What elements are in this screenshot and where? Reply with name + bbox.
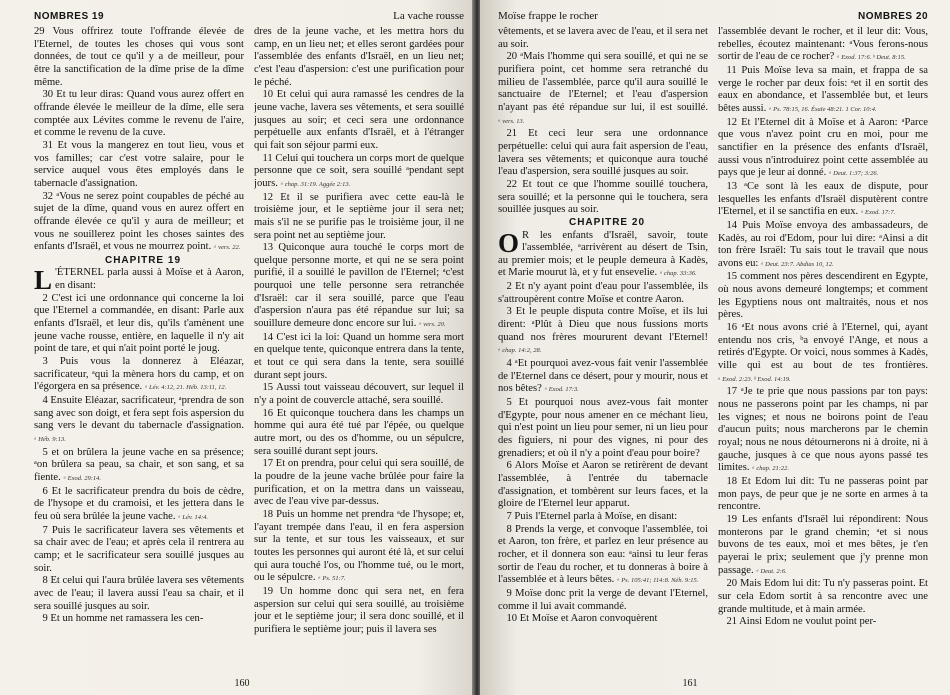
verse [718,578,928,616]
verse-text: 7 Puis l'Eternel parla à Moïse, en disant: [506,510,678,522]
verse-text: 18 Et Edom lui dit: Tu ne passeras point par mon pays, de peur que je ne sorte en armes à ta rencontre. [718,475,928,513]
verse-text: 12 Et il se purifiera avec cette eau-là le troisième jour, et le septième jour il sera net; mais s'il ne se purifie pas le troisième jour, il ne sera point net au septième jour. [254,191,464,241]
verse-text: 8 Et celui qui l'aura brûlée lavera ses vêtements avec de l'eau; il lavera aussi l'eau sa chair, et il sera souillé jusques au soir. [34,575,244,612]
verse-text: 11 Puis Moïse leva sa main, et frappa de sa verge le rocher par deux fois: ᵃet il en sortit des eaux en abondance, et l'assemblée but, et leurs bêtes aussi. [718,64,928,114]
verse [254,242,464,332]
chapter-heading: CHAPITRE 19 [104,254,181,266]
verse-text: 3 Puis vous la donnerez à Eléazar, sacrificateur, ᵃqui la mènera hors du camp, et on l'égorgera en sa présence. [34,356,244,393]
cross-reference: ᵃ Exod. 17:6. ᵇ Deut. 8:15. [836,54,906,62]
verse-text: 19 Les enfants d'Israël lui répondirent: Nous monterons par le grand chemin; ᵃet si nous buvons de tes eaux, moi et mes bêtes, je t'en payerai le prix; seulement que j'y prenne mon passage. [718,513,928,576]
cross-reference: ᵃ Ps. 51:7. [318,575,346,583]
cross-reference: ᵃ vers. 13. [498,117,525,125]
verse-text: 12 Et l'Eternel dit à Moïse et à Aaron: ᵃParce que vous n'avez point cru en moi, pour me sanctifier en la présence des enfants d'Israël, aussi vous n'introduirez point cette assemblée au pays que je leur ai donné. [718,116,928,179]
verse [498,51,708,128]
verse-text: 17 Et on prendra, pour celui qui sera souillé, de la poudre de la jeune vache brûlée pour faire la purification, et on la mettra dans un vaisseau, avec de l'eau vive par-dessus. [254,458,464,508]
verse [718,322,928,386]
cross-reference: ᵃ Exod. 17:3. [544,386,579,394]
cross-reference: ᵃ Exod. 29:14. [63,474,102,482]
verse [498,588,708,613]
cross-reference: ᵃ vers. 22. [213,244,241,252]
verse-text: 10 Et celui qui aura ramassé les cendres de la jeune vache, lavera ses vêtements, et sera souillé jusques au soir; et ceci sera une ordonnance perpétuelle aux enfants d'Israël, et à l'étranger qui fait son séjour parmi eux. [254,89,464,151]
verse [718,181,928,220]
verse-text: 7 Puis le sacrificateur lavera ses vêtements et sa chair avec de l'eau; et après cela il rentrera au camp; et le sacrificateur sera souillé jusques au soir. [34,524,244,574]
verse [34,26,244,89]
verse-text: 6 Alors Moïse et Aaron se retirèrent de devant l'assemblée, à l'entrée du tabernacle d'assignation, et tombèrent sur leurs faces, et la gloire de l'Eternel leur apparut. [498,460,708,510]
verse-text: 15 Aussi tout vaisseau découvert, sur lequel il n'y a point de couvercle attaché, sera souillé. [254,382,464,407]
right-page [480,0,950,695]
verse-text: 9 Et un homme net ramassera les cen- [42,613,204,625]
book-chapter-header: NOMBRES 19 [34,11,105,22]
verse [498,128,708,179]
verse-text: 'ÉTERNEL parla aussi à Moïse et à Aaron, en disant: [55,267,244,292]
drop-cap: O [498,227,520,258]
verse-text: 15 comment nos pères descendirent en Egypte, où nous avons demeuré longtemps; et comment les Egyptiens nous ont maltraités, nous et nos pères. [718,271,928,321]
verse [34,140,244,191]
verse-text: 11 Celui qui touchera un corps mort de quelque personne que ce soit, sera souillé ᵃpendant sept jours. [254,152,464,189]
verse-text: 21 Ainsi Edom ne voulut point per- [726,616,877,628]
cross-reference: ᵃ Ps. 78:15, 16. Ésaïe 48:21. 1 Cor. 10:4. [768,105,877,113]
verse-text: 16 ᵃEt nous avons crié à l'Eternel, qui, ayant entendu nos cris, ᵇa envoyé l'Ange, et nous a retirés d'Egypte. Or voici, nous sommes à Kadès, ville qui est au bout de tes frontières. [718,322,928,372]
verse [34,293,244,356]
cross-reference: ᵃ chap. 14:2, 28. [498,347,542,355]
cross-reference: ᵃ Exod. 17:7. [860,209,896,217]
cross-reference: ᵃ chap. 21:22. [752,465,790,473]
verse-text: dres de la jeune vache, et les mettra hors du camp, en un lieu net; et elles seront gardées pour l'assemblée des enfants d'Israël, en un lieu net; c'est l'eau d'aspersion: c'est une purification pour le péché. [254,26,464,88]
verse [718,514,928,578]
cross-reference: ᵃ Lév. 4:12, 21. Héb. 13:11, 12. [144,384,227,392]
running-head [498,6,928,26]
verse [34,89,244,140]
verse [718,220,928,272]
verse-text: 32 ᵃVous ne serez point coupables de péché au sujet de la dîme, quand vous en aurez offert en offrande élevée ce qu'il y aura de meilleur; et vous ne souillerez point les choses saintes des enfants d'Israël, et vous ne mourrez point. [34,190,244,253]
text-column-left [34,26,244,666]
verse-text: 5 Et pourquoi nous avez-vous fait monter d'Egypte, pour nous amener en ce méchant lieu, qui n'est point un lieu pour semer, ni un lieu pour des figuiers, ni pour des vignes, ni pour des grenadiers; et où il n'y a point d'eau pour boire? [498,397,708,459]
verse [254,408,464,459]
verse [498,358,708,397]
verse-text: 31 Et vous la mangerez en tout lieu, vous et vos familles; car c'est votre salaire, pour le service auquel vous êtes employés dans le tabernacle d'assignation. [34,139,244,189]
verse [254,89,464,152]
verse-text: 19 Un homme donc qui sera net, en fera aspersion sur celui qui sera souillé, au troisième jour et le septième jour; il sera donc souillé, et il purifiera le septième jour; puis il lavera ses [254,585,464,635]
topic-header: Moïse frappe le rocher [498,10,598,22]
verse [34,395,244,447]
verse [718,117,928,181]
verse-text: 14 C'est ici la loi: Quand un homme sera mort en quelque tente, quiconque entrera dans la tente, et tout ce qui sera dans la tente, sera souillé durant sept jours. [254,331,464,381]
running-head [34,6,464,26]
verse [254,382,464,407]
cross-reference: ᵃ Ps. 105:41; 114:8. Néh. 9:15. [617,577,699,585]
left-page [0,0,474,695]
text-column-right [718,26,928,666]
verse [498,524,708,588]
verse-text: 2 C'est ici une ordonnance qui concerne la loi que l'Eternel a commandée, en disant: Parle aux enfants d'Israël, et leur dis, qu'ils t'amènent une jeune vache rousse, entière, en laquelle il n'y ait point de tare, et qui n'ait point porté le joug. [34,292,244,355]
verse [34,613,244,626]
verse-text: R les enfants d'Israël, savoir, toute l'assemblée, ᵃarrivèrent au désert de Tsin, au premier mois; et le peuple demeura à Kadès, et Marie mourut là, et y fut ensevelie. [498,229,708,279]
text-column-left [498,26,708,666]
verse [254,458,464,509]
cross-reference: ᵃ Héb. 9:13. [34,436,66,443]
verse [254,332,464,383]
verse [498,281,708,306]
verse [718,476,928,514]
drop-cap: L [34,265,53,296]
verse [254,509,464,586]
verse-text: 22 Et tout ce que l'homme souillé touchera, sera souillé; et la personne qui le touchera, sera souillée jusques au soir. [498,178,708,216]
verse [718,386,928,476]
verse-text: 4 ᵃEt pourquoi avez-vous fait venir l'assemblée de l'Eternel dans ce désert, pour y mourir, nous et nos bêtes? [498,358,708,395]
verse [34,265,244,296]
page-number: 161 [682,678,698,689]
verse-text: 20 ᵃMais l'homme qui sera souillé, et qui ne se purifiera point, cet homme sera retranché du milieu de l'assemblée, parce qu'il aura souillé le sanctuaire de l'Eternel; et l'eau d'aspersion n'ayant pas été répandue sur lui, il est souillé. [498,51,708,113]
verse-text: 3 Et le peuple disputa contre Moïse, et ils lui dirent: ᵃPlût à Dieu que nous fussions morts quand nos frères moururent devant l'Eternel! [498,306,708,343]
chapter-heading: CHAPITRE 20 [568,216,645,228]
text-columns [34,26,464,666]
verse-text: 10 Et Moïse et Aaron convoquèrent [506,613,658,625]
text-column-right [254,26,464,666]
verse [34,575,244,613]
verse [34,525,244,576]
cross-reference: ᵃ Deut. 1:37; 3:26. [828,170,879,178]
verse [498,397,708,460]
verse [718,271,928,322]
cross-reference: ᵃ chap. 33:36. [659,270,697,278]
verse-text: 6 Et le sacrificateur prendra du bois de cèdre, de l'hysope et du cramoisi, et les jettera dans le feu où sera brûlée la jeune vache. [34,485,244,522]
verse [498,227,708,282]
verse-text: 21 Et ceci leur sera une ordonnance perpétuelle: celui qui aura fait aspersion de l'eau, lavera ses vêtements; et quiconque aura touché l'eau d'aspersion, sera souillé jusques au soir. [498,128,708,178]
verse-text: 9 Moïse donc prit la verge de devant l'Eternel, comme il lui avait commandé. [498,587,708,612]
verse [498,511,708,524]
page-number: 160 [234,678,250,689]
verse-text: vêtements, et se lavera avec de l'eau, et il sera net au soir. [498,26,708,50]
verse-text: 17 ᵃJe te prie que nous passions par ton pays: nous ne passerons point par les champs, ni par les vignes; et nous ne boirons point de l'eau d'aucun puits; nous marcherons par le chemin royal; nous ne nous détournerons ni à droite, ni à gauche, jusques à ce que nous ayons passé tes limites. [718,386,928,474]
verse [718,616,928,629]
topic-header: La vache rousse [393,10,464,22]
verse-text: 30 Et tu leur diras: Quand vous aurez offert en offrande élevée le meilleur de la dîme, elle sera comptée aux Lévites comme le revenu de l'aire, et comme le revenu de la cuve. [34,89,244,139]
verse [498,179,708,217]
verse [254,26,464,89]
verse [34,486,244,525]
book-chapter-header: NOMBRES 20 [857,11,928,22]
verse [718,26,928,65]
cross-reference: ᵃ chap. 31:19. Aggée 2:13. [280,180,351,188]
verse [254,192,464,243]
verse-text: 18 Puis un homme net prendra ᵃde l'hysope; et, l'ayant trempée dans l'eau, il en fera aspersion sur la tente, et sur tous les vaisseaux, et sur toutes les personnes qui auront été là, et sur celui qui aura touché l'os, ou l'homme tué, ou le mort, ou le sépulcre. [254,508,464,584]
cross-reference: ᵃ Deut. 23:7. Abdias 10, 12. [760,260,834,268]
verse [498,460,708,511]
verse [498,26,708,51]
verse-text: l'assemblée devant le rocher, et il leur dit: Vous, rebelles, écoutez maintenant: ᵃVous ferons-nous sortir de l'eau de ce rocher? [718,26,928,63]
verse-text: 5 et on brûlera la jeune vache en sa présence; ᵃon brûlera sa peau, sa chair, et son sang, et sa fiente. [34,446,244,483]
verse-text: 14 Puis Moïse envoya des ambassadeurs, de Kadès, au roi d'Edom, pour lui dire: ᵃAinsi a dit ton frère Israël: Tu sais tout le travail que nous avons eu: [718,219,928,269]
verse-text: 16 Et quiconque touchera dans les champs un homme qui aura été tué par l'épée, ou quelque autre mort, ou des os d'homme, ou un sépulcre, sera souillé durant sept jours. [254,407,464,457]
verse [34,447,244,486]
cross-reference: ᵃ Exod. 2:23. ᵇ Exod. 14:19. [718,375,791,383]
verse-text: 8 Prends la verge, et convoque l'assemblée, toi et Aaron, ton frère, et parlez en leur présence au rocher, et il donnera son eau: ᵃainsi tu leur feras sortir de l'eau du rocher, et tu donneras à boire à l'assemblée et à leurs bêtes. [498,523,708,586]
verse-text: 4 Ensuite Eléazar, sacrificateur, ᵃprendra de son sang avec son doigt, et fera sept fois aspersion du sang vers le devant du tabernacle d'assignation. [34,395,244,432]
verse-text: 13 ᵃCe sont là les eaux de dispute, pour lesquelles les enfants d'Israël disputèrent contre l'Eternel, et il se sanctifia en eux. [718,180,928,218]
verse [254,586,464,637]
verse [34,191,244,255]
verse-text: 29 Vous offrirez toute l'offrande élevée de l'Eternel, de toutes les choses qui vous sont données, de tout ce qu'il y a de meilleur, pour être la sanctification de la dîme prise de la dîme même. [34,26,244,88]
verse-text: 20 Mais Edom lui dit: Tu n'y passeras point. Et sur cela Edom sortit à sa rencontre avec une grande multitude, et à main armée. [718,578,928,615]
verse [498,306,708,358]
verse [34,356,244,395]
verse-text: 13 Quiconque aura touché le corps mort de quelque personne morte, et qui ne se sera point purifié, il a souillé le pavillon de l'Eternel; ᵃc'est pourquoi une telle personne sera retranchée d'Israël: car il sera souillé, parce que l'eau d'aspersion n'aura pas été répandue sur lui; sa souillure demeure donc encore sur lui. [254,242,464,330]
cross-reference: ᵃ Deut. 2:6. [756,567,787,575]
verse-text: 2 Et n'y ayant point d'eau pour l'assemblée, ils s'attroupèrent contre Moïse et contre Aaron. [498,281,708,305]
verse [254,153,464,192]
verse [718,65,928,117]
cross-reference: ᵃ Lév. 14:4. [178,513,209,521]
verse [498,613,708,626]
cross-reference: ᵃ vers. 20. [419,321,446,329]
text-columns [498,26,928,666]
